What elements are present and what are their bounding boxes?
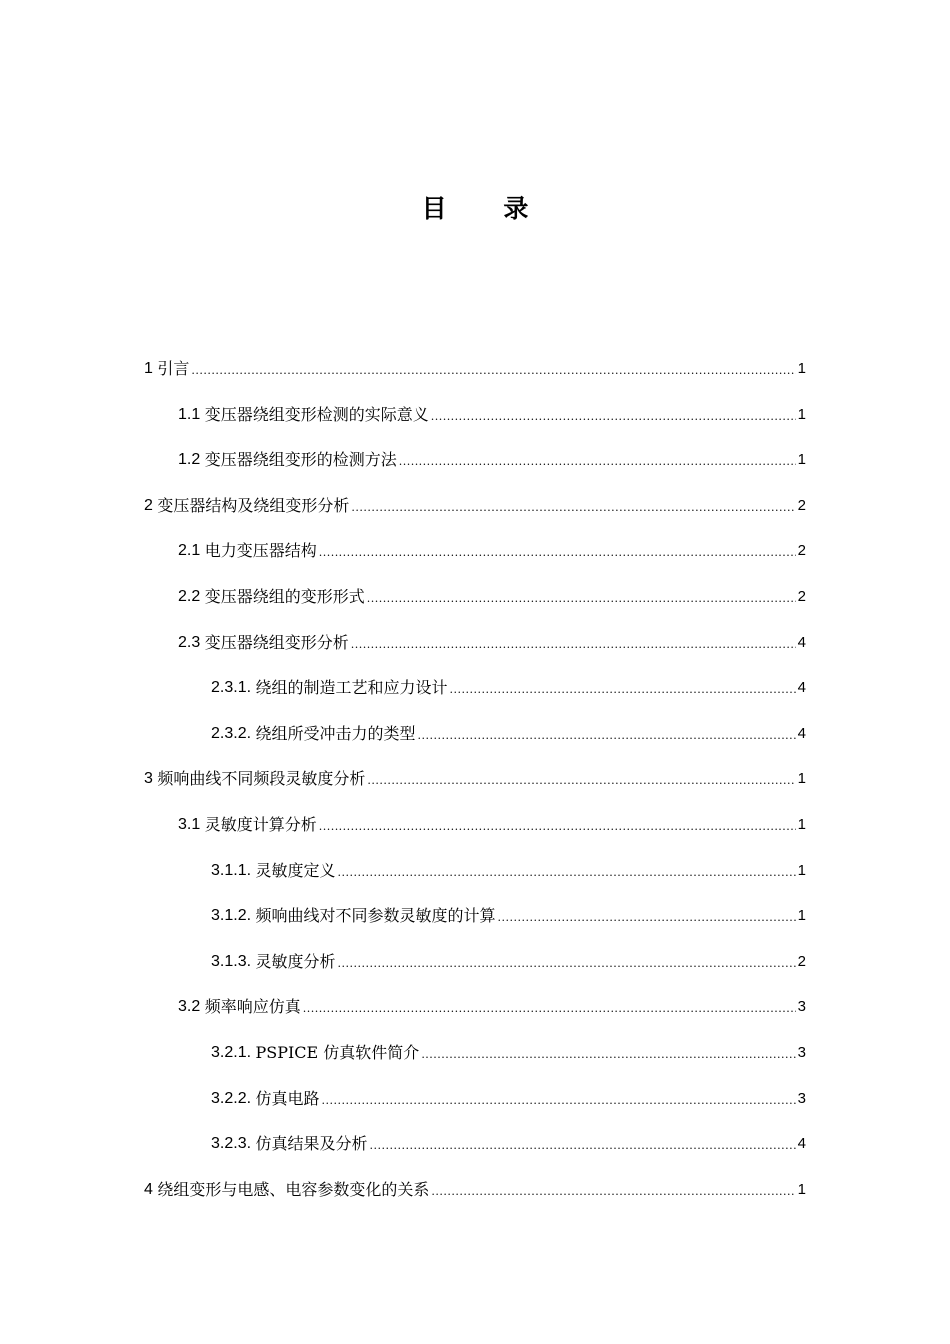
toc-entry[interactable]: [0, 1177, 950, 1223]
toc-entry-page: 1: [797, 360, 806, 377]
toc-entry-number: 2.3: [178, 633, 205, 651]
toc-entry[interactable]: [0, 721, 950, 767]
toc-entry-page: 3: [797, 998, 806, 1016]
toc-dot-leader: [338, 858, 796, 888]
toc-entry-title: 变压器绕组变形检测的实际意义: [204, 404, 429, 424]
toc-entry-number: 3.1.3.: [211, 952, 256, 970]
toc-entry-title: 变压器结构及绕组变形分析: [157, 495, 350, 515]
toc-entry-number: 2.3.1.: [211, 679, 256, 697]
toc-entry-title: 频响曲线不同频段灵敏度分析: [157, 769, 366, 789]
toc-dot-leader: [431, 402, 796, 432]
toc-dot-leader: [431, 1177, 795, 1207]
toc-entry-page: 1: [797, 861, 806, 879]
toc-entry-title: 变压器绕组变形分析: [204, 632, 349, 652]
toc-entry-title: 灵敏度定义: [255, 860, 336, 880]
toc-entry-number: 1: [144, 360, 158, 377]
toc-dot-leader: [338, 949, 796, 979]
toc-entry[interactable]: [0, 1040, 950, 1086]
toc-entry-page: 3: [797, 1043, 806, 1061]
toc-entry-number: 2.2: [178, 587, 205, 605]
toc-title: 目 录: [421, 194, 553, 223]
toc-dot-leader: [367, 584, 796, 614]
toc-entry-number: 3.1.1.: [211, 861, 256, 879]
toc-entry-title: 仿真电路: [255, 1088, 320, 1108]
toc-entry-page: 2: [797, 542, 806, 560]
toc-entry[interactable]: [0, 584, 950, 630]
toc-entry-page: 1: [797, 405, 806, 423]
toc-entry[interactable]: [0, 949, 950, 995]
toc-dot-leader: [303, 994, 796, 1024]
toc-dot-leader: [319, 812, 796, 842]
toc-dot-leader: [319, 538, 796, 568]
toc-entry[interactable]: [0, 538, 950, 584]
toc-entry-title: 灵敏度计算分析: [204, 814, 317, 834]
toc-entry-page: 4: [797, 679, 806, 697]
toc-entry-title: 频率响应仿真: [204, 997, 301, 1017]
toc-entry[interactable]: [0, 675, 950, 721]
toc-entry-title: 频响曲线对不同参数灵敏度的计算: [255, 906, 496, 926]
toc-entry-page: 2: [797, 496, 806, 514]
toc-dot-leader: [421, 1040, 795, 1070]
toc-entry[interactable]: [0, 766, 950, 812]
toc-entry-number: 4: [144, 1180, 158, 1198]
toc-entry-page: 1: [797, 770, 806, 788]
toc-dot-leader: [191, 356, 795, 386]
toc-entry-title: 电力变压器结构: [204, 541, 317, 561]
toc-entry-page: 4: [797, 1135, 806, 1153]
toc-entry-page: 1: [797, 1180, 806, 1198]
toc-entry-number: 1.1: [178, 405, 205, 423]
toc-entry-title: 灵敏度分析: [255, 951, 336, 971]
toc-entry-number: 3.1.2.: [211, 907, 256, 925]
toc-dot-leader: [351, 493, 795, 523]
toc-entry[interactable]: [0, 630, 950, 676]
toc-entry-page: 3: [797, 1089, 806, 1107]
toc-entry-number: 2.1: [178, 542, 205, 560]
toc-entry-number: 3.1: [178, 815, 205, 833]
toc-entry-title: 引言: [157, 359, 190, 378]
toc-dot-leader: [498, 903, 796, 933]
toc-entry-page: 4: [797, 724, 806, 742]
toc-entry-title: 变压器绕组变形的检测方法: [204, 450, 397, 470]
toc-entry-number: 3.2.1.: [211, 1043, 256, 1061]
toc-entry[interactable]: [0, 447, 950, 493]
toc-entry[interactable]: [0, 903, 950, 949]
toc-entry-title: PSPICE 仿真软件简介: [255, 1042, 420, 1062]
toc-entry[interactable]: [0, 812, 950, 858]
toc-entry-number: 2.3.2.: [211, 724, 256, 742]
toc-entry-title: 变压器绕组的变形形式: [204, 586, 365, 606]
toc-dot-leader: [399, 447, 796, 477]
toc-entry-page: 1: [797, 815, 806, 833]
toc-entry[interactable]: [0, 1131, 950, 1177]
toc-entry[interactable]: [0, 858, 950, 904]
toc-entry-number: 3.2.3.: [211, 1135, 256, 1153]
toc-entry-number: 3.2: [178, 998, 205, 1016]
toc-dot-leader: [450, 675, 796, 705]
toc-entry-page: 1: [797, 451, 806, 469]
toc-entry[interactable]: [0, 356, 950, 402]
toc-dot-leader: [351, 630, 796, 660]
toc-entry-page: 1: [797, 907, 806, 925]
toc-entry[interactable]: [0, 994, 950, 1040]
toc-entry-page: 4: [797, 633, 806, 651]
toc-dot-leader: [370, 1131, 796, 1161]
toc-dot-leader: [322, 1086, 796, 1116]
toc-entry-title: 绕组变形与电感、电容参数变化的关系: [157, 1179, 430, 1199]
toc-entry-number: 3.2.2.: [211, 1089, 256, 1107]
toc-dot-leader: [367, 766, 795, 796]
toc-entry-title: 绕组所受冲击力的类型: [255, 723, 416, 743]
toc-entry-title: 绕组的制造工艺和应力设计: [255, 678, 448, 698]
table-of-contents: [0, 356, 950, 1222]
toc-entry-number: 3: [144, 770, 158, 788]
toc-entry[interactable]: [0, 402, 950, 448]
toc-entry[interactable]: [0, 1086, 950, 1132]
toc-entry[interactable]: [0, 493, 950, 539]
toc-entry-page: 2: [797, 587, 806, 605]
toc-entry-page: 2: [797, 952, 806, 970]
toc-entry-number: 2: [144, 496, 158, 514]
toc-entry-title: 仿真结果及分析: [255, 1134, 368, 1154]
toc-entry-number: 1.2: [178, 451, 205, 469]
toc-dot-leader: [418, 721, 796, 751]
